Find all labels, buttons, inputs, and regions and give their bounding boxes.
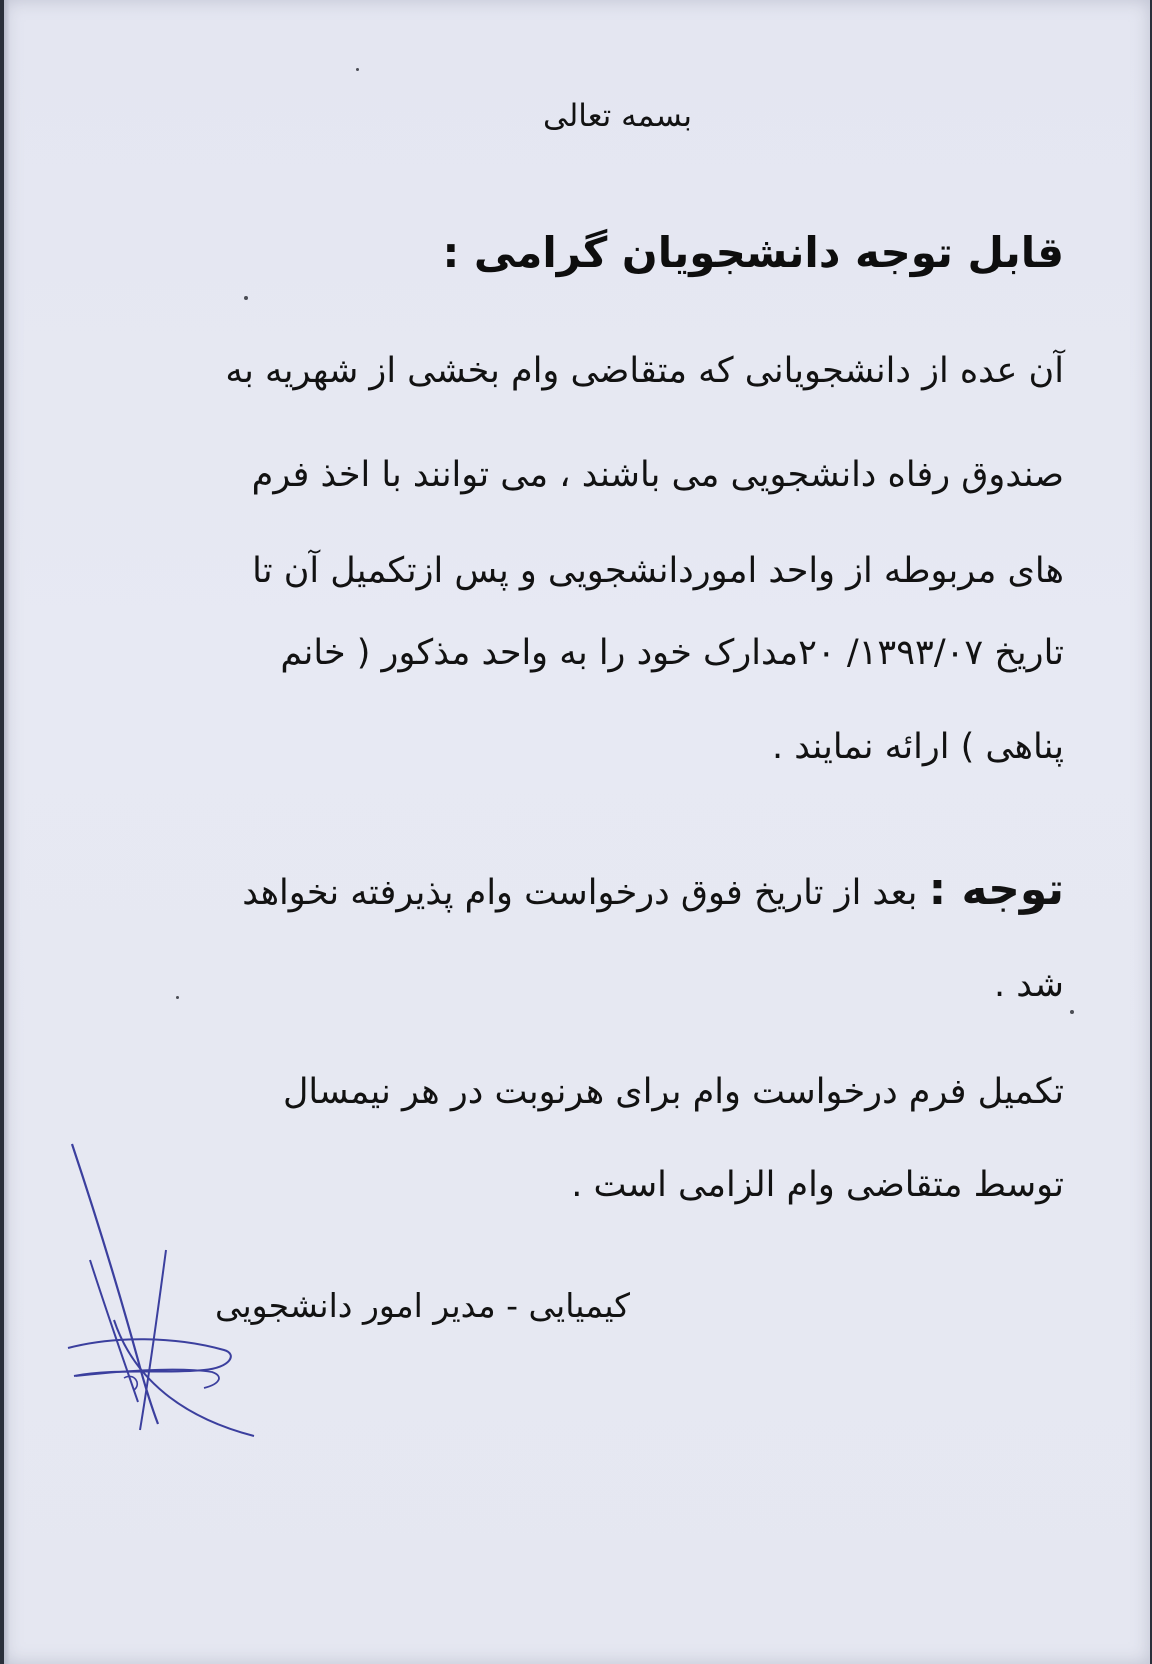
handwritten-signature (54, 1140, 274, 1440)
requirement-line-1: تکمیل فرم درخواست وام برای هرنوبت در هر نیمسال (283, 1072, 1064, 1112)
page-edge-shadow (4, 0, 10, 1664)
paragraph-line-1: آن عده از دانشجویانی که متقاضی وام بخشی از شهریه به (225, 351, 1064, 391)
requirement-line-2: توسط متقاضی وام الزامی است . (571, 1165, 1064, 1205)
paper-speck (356, 68, 359, 71)
signatory-name: کیمیایی - مدیر امور دانشجویی (214, 1286, 630, 1325)
paper-speck (1070, 1010, 1074, 1014)
note-line (242, 864, 1064, 915)
paragraph-line-2: صندوق رفاه دانشجویی می باشند ، می توانند با اخذ فرم (251, 455, 1064, 495)
notice-title: قابل توجه دانشجویان گرامی : (442, 228, 1064, 277)
note-label: توجه : (928, 864, 1064, 915)
paragraph-line-3: های مربوطه از واحد اموردانشجویی و پس ازتکمیل آن تا (252, 551, 1064, 591)
note-continuation: شد . (994, 965, 1064, 1005)
paragraph-line-4: تاریخ ۱۳۹۳/۰۷/ ۲۰مدارک خود را به واحد مذکور ( خانم (280, 633, 1064, 673)
basmala-heading: بسمه تعالی (543, 98, 692, 134)
paper-speck (244, 296, 248, 300)
document-page (4, 0, 1150, 1664)
paragraph-line-5: پناهی ) ارائه نمایند . (771, 727, 1064, 767)
note-text: بعد از تاریخ فوق درخواست وام پذیرفته نخواهد (242, 873, 918, 913)
paper-speck (176, 996, 179, 999)
